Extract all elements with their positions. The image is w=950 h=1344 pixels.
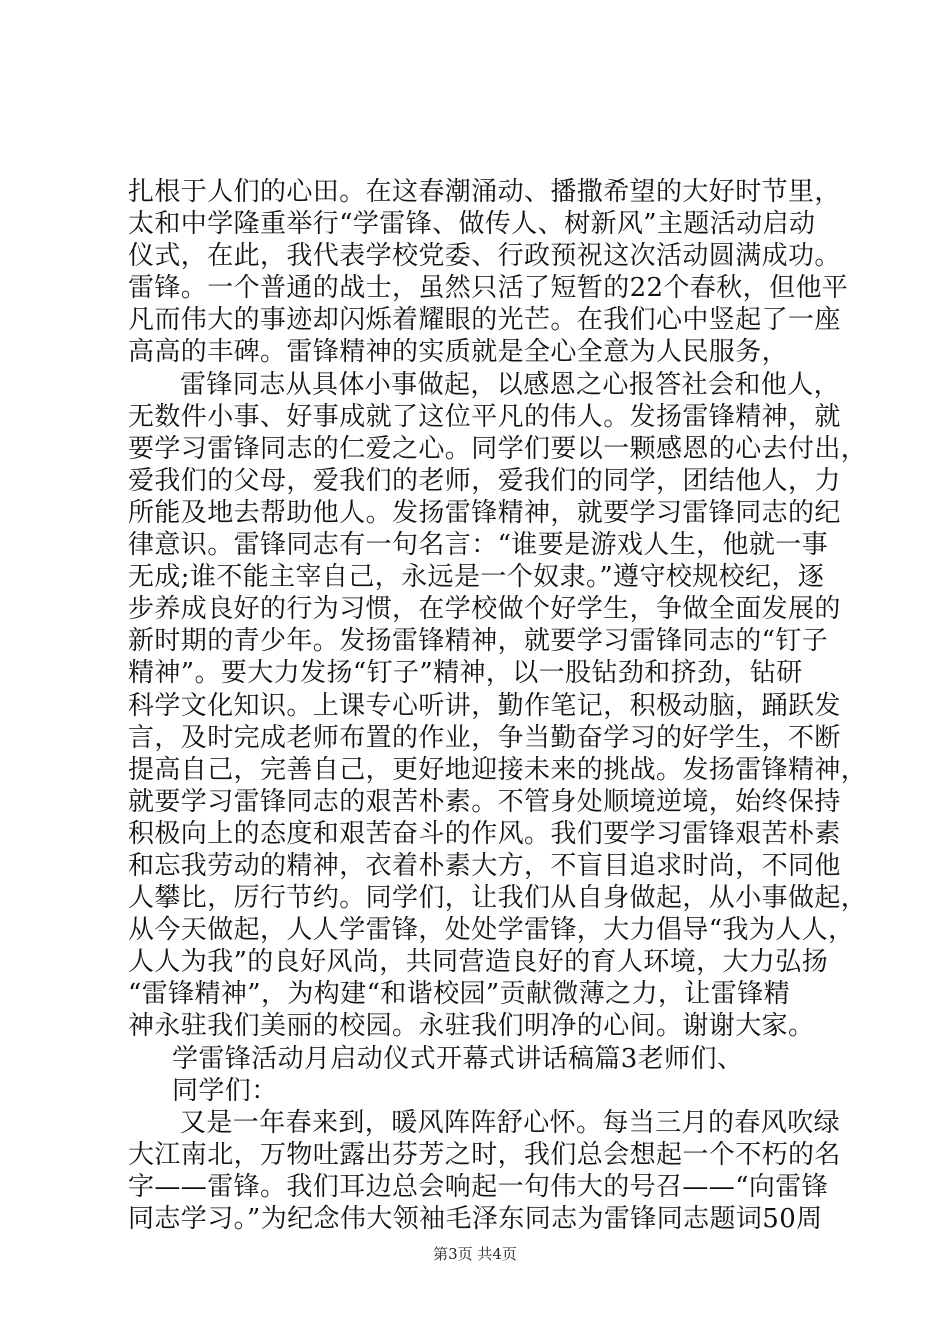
text-line: 无数件小事、好事成就了这位平凡的伟人。发扬雷锋精神，就 [128, 401, 841, 432]
text-line: 就要学习雷锋同志的艰苦朴素。不管身处顺境逆境，始终保持 [128, 786, 841, 817]
text-line: 提高自己，完善自己，更好地迎接未来的挑战。发扬雷锋精神， [128, 754, 868, 785]
text-line: “雷锋精神”，为构建“和谐校园”贡献微薄之力，让雷锋精 [128, 979, 790, 1010]
text-line: 从今天做起，人人学雷锋，处处学雷锋，大力倡导“我为人人， [128, 915, 855, 946]
text-line: 科学文化知识。上课专心听讲，勤作笔记，积极动脑，踊跃发 [128, 690, 841, 721]
document-body [128, 176, 868, 1235]
text-line: 步养成良好的行为习惯，在学校做个好学生，争做全面发展的 [128, 594, 841, 625]
text-line: 仪式，在此，我代表学校党委、行政预祝这次活动圆满成功。 [128, 241, 841, 272]
text-line: 人人为我”的良好风尚，共同营造良好的育人环境，大力弘扬 [128, 947, 829, 978]
text-line: 高高的丰碑。雷锋精神的实质就是全心全意为人民服务， [128, 337, 789, 368]
text-line: 新时期的青少年。发扬雷锋精神，就要学习雷锋同志的“钉子 [128, 626, 829, 657]
text-line: 律意识。雷锋同志有一句名言：“谁要是游戏人生，他就一事 [128, 530, 829, 561]
text-line: 扎根于人们的心田。在这春潮涌动、播撒希望的大好时节里， [128, 177, 841, 207]
text-line: 人攀比，厉行节约。同学们，让我们从自身做起，从小事做起， [128, 883, 868, 914]
text-line: 雷锋同志从具体小事做起，以感恩之心报答社会和他人， [180, 369, 841, 400]
text-line: 爱我们的父母，爱我们的老师，爱我们的同学，团结他人，力 [128, 465, 841, 496]
text-line: 要学习雷锋同志的仁爱之心。同学们要以一颗感恩的心去付出， [128, 433, 868, 464]
text-line: 同学们： [172, 1075, 278, 1106]
text-line: 凡而伟大的事迹却闪烁着耀眼的光芒。在我们心中竖起了一座 [128, 305, 841, 336]
text-line: 所能及地去帮助他人。发扬雷锋精神，就要学习雷锋同志的纪 [128, 497, 841, 528]
text-line: 和忘我劳动的精神，衣着朴素大方，不盲目追求时尚，不同他 [128, 850, 841, 881]
text-line: 精神”。要大力发扬“钉子”精神，以一股钻劲和挤劲，钻研 [128, 658, 803, 689]
text-line: 太和中学隆重举行“学雷锋、做传人、树新风”主题活动启动 [128, 209, 816, 240]
text-line: 大江南北，万物吐露出芬芳之时，我们总会想起一个不朽的名 [128, 1139, 841, 1170]
text-line: 积极向上的态度和艰苦奋斗的作风。我们要学习雷锋艰苦朴素 [128, 818, 841, 849]
text-line: 字——雷锋。我们耳边总会响起一句伟大的号召——“向雷锋 [128, 1171, 829, 1202]
page-number: 第3页 共4页 [433, 1245, 517, 1263]
text-line: 学雷锋活动月启动仪式开幕式讲话稿篇3老师们、 [172, 1043, 744, 1074]
text-line: 雷锋。一个普通的战士，虽然只活了短暂的22个春秋，但他平 [128, 273, 849, 304]
text-line: 言，及时完成老师布置的作业，争当勤奋学习的好学生，不断 [128, 722, 841, 753]
text-line: 又是一年春来到，暖风阵阵舒心怀。每当三月的春风吹绿 [180, 1107, 841, 1138]
text-line: 无成;谁不能主宰自己，永远是一个奴隶。”遵守校规校纪，逐 [128, 562, 825, 593]
page-footer [0, 1244, 950, 1264]
text-line: 神永驻我们美丽的校园。永驻我们明净的心间。谢谢大家。 [128, 1011, 815, 1042]
text-line: 同志学习。”为纪念伟大领袖毛泽东同志为雷锋同志题词50周 [128, 1204, 823, 1234]
